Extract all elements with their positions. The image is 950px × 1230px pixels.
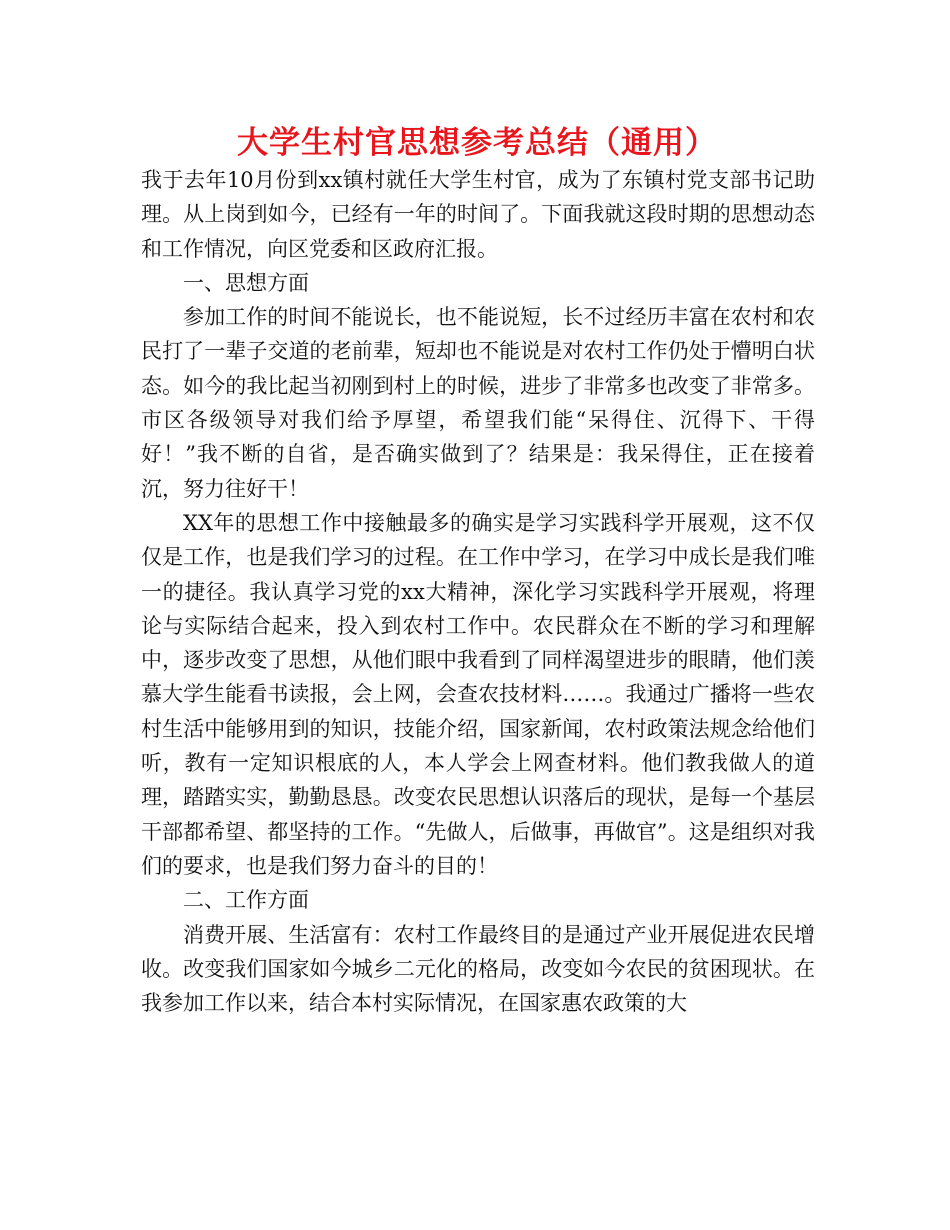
paragraph-thought-2: XX年的思想工作中接触最多的确实是学习实践科学开展观，这不仅仅是工作，也是我们学习的过程。在工作中学习，在学习中成长是我们唯一的捷径。我认真学习党的xx大精神，深化学习实践科学开展观，将理论与实际结合起来，投入到农村工作中。农民群众在不断的学习和理解中，逐步改变了思想，从他们眼中我看到了同样渴望进步的眼睛，他们羡慕大学生能看书读报，会上网，会查农技材料……。我通过广播将一些农村生活中能够用到的知识，技能介绍，国家新闻，农村政策法规念给他们听，教有一定知识根底的人，本人学会上网查材料。他们教我做人的道理，踏踏实实，勤勤恳恳。改变农民思想认识落后的现状，是每一个基层干部都希望、都坚持的工作。“先做人，后做事，再做官”。这是组织对我们的要求，也是我们努力奋斗的目的！ [141,510,815,878]
paragraph-thought-1: 参加工作的时间不能说长，也不能说短，长不过经历丰富在农村和农民打了一辈子交道的老前辈，短却也不能说是对农村工作仍处于懵明白状态。如今的我比起当初刚到村上的时候，进步了非常多也改变了非常多。市区各级领导对我们给予厚望，希望我们能“呆得住、沉得下、干得好！”我不断的自省，是否确实做到了？结果是：我呆得住，正在接着沉，努力往好干！ [141,305,815,501]
paragraph-work-1: 消费开展、生活富有：农村工作最终目的是通过产业开展促进农民增收。改变我们国家如今城乡二元化的格局，改变如今农民的贫困现状。在我参加工作以来，结合本村实际情况，在国家惠农政策的大 [141,922,815,1016]
document-title: 大学生村官思想参考总结（通用） [237,125,717,161]
section-heading-work: 二、工作方面 [183,888,309,913]
document-body [141,163,815,1020]
paragraph-intro: 我于去年10月份到xx镇村就任大学生村官，成为了东镇村党支部书记助理。从上岗到如今，已经有一年的时间了。下面我就这段时期的思想动态和工作情况，向区党委和区政府汇报。 [141,168,815,261]
section-heading-thought: 一、思想方面 [183,270,309,295]
